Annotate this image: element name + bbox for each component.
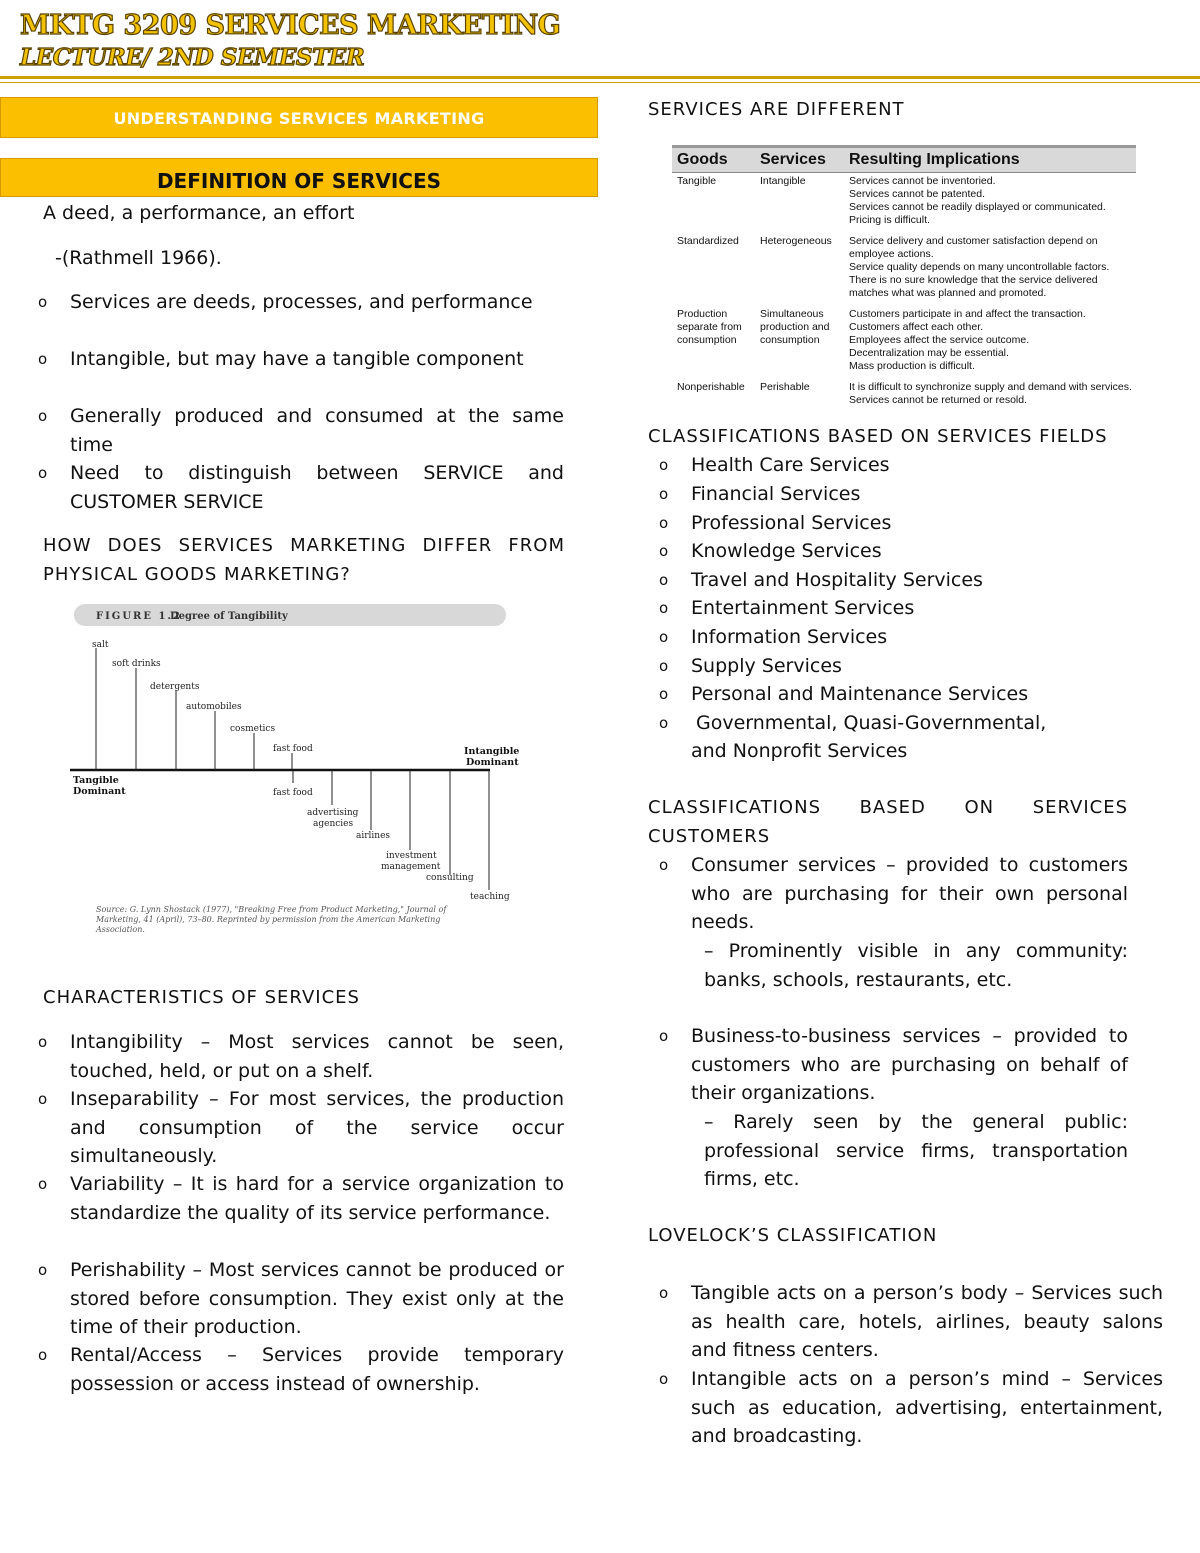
label-consulting: consulting	[426, 873, 474, 883]
label-intangible: Intangible	[464, 746, 520, 757]
bullet-icon: o	[659, 1284, 669, 1302]
bullet-icon: o	[38, 407, 48, 425]
list-item: o Travel and Hospitality Services	[691, 566, 983, 595]
table-cell-goods: Production separate from consumption	[677, 308, 742, 346]
list-item: o Consumer services – provided to customers who are purchasing for their own personal needs.	[691, 851, 1128, 937]
table-cell-implications: It is difficult to synchronize supply and demand with services. Services cannot be returned or resold.	[849, 381, 1132, 406]
bullet-icon: o	[659, 599, 669, 617]
table-cell-goods: Standardized	[677, 235, 739, 247]
table-row	[672, 381, 1136, 421]
table-row	[672, 235, 1136, 308]
label-tangible: Tangible	[73, 775, 119, 786]
label-salt: salt	[92, 640, 109, 650]
label-automobiles: automobiles	[186, 702, 242, 712]
label-intangible-dominant: Dominant	[466, 757, 519, 768]
label-fast-food-top: fast food	[273, 744, 313, 754]
table-cell-services: Intangible	[760, 175, 806, 187]
bullet-icon: o	[38, 464, 48, 482]
bullet-icon: o	[38, 1175, 48, 1193]
list-item: o Intangible acts on a person’s mind – Services such as education, advertising, entertainment, and broadcasting.	[691, 1365, 1163, 1451]
section-band-definition: DEFINITION OF SERVICES	[0, 158, 598, 197]
bullet-icon: o	[38, 1261, 48, 1279]
figure-source-3: Association.	[96, 925, 145, 934]
table-cell-implications: Service delivery and customer satisfaction depend on employee actions. Service quality depends on many uncontrollable factors. There is no sure knowledge that the service delivered matches what was planned and promoted.	[849, 235, 1110, 299]
list-item: o Variability – It is hard for a service organization to standardize the quality of its service performance.	[70, 1170, 564, 1227]
table-cell-implications: Customers participate in and affect the transaction. Customers affect each other. Employees affect the service outcome. Decentralization may be essential. Mass production is difficult.	[849, 308, 1086, 372]
section-heading-fields: CLASSIFICATIONS BASED ON SERVICES FIELDS	[648, 426, 1108, 447]
list-item: o Health Care Services	[691, 451, 890, 480]
label-airlines: airlines	[356, 831, 391, 841]
list-item: o Need to distinguish between SERVICE and CUSTOMER SERVICE	[70, 459, 564, 516]
figure-label: FIGURE 1.2	[96, 611, 182, 622]
header-rule-thin	[0, 82, 1200, 83]
definition-text: A deed, a performance, an effort	[43, 202, 355, 224]
table-cell-goods: Tangible	[677, 175, 717, 187]
bullet-icon: o	[659, 628, 669, 646]
list-item: o Perishability – Most services cannot be produced or stored before consumption. They exist only at the time of their production.	[70, 1256, 564, 1342]
figure-source-1: Source: G. Lynn Shostack (1977), "Breaking Free from Product Marketing," Journal of	[96, 905, 447, 914]
label-teaching: teaching	[470, 892, 510, 902]
bullet-icon: o	[659, 714, 669, 732]
tangibility-figure	[70, 600, 590, 945]
column-header-services: Services	[760, 151, 826, 168]
bullet-icon: o	[659, 514, 669, 532]
label-detergents: detergents	[150, 682, 200, 692]
goods-services-table	[672, 145, 1136, 421]
list-item: o Governmental, Quasi-Governmental,	[696, 709, 1046, 738]
list-subitem: – Rarely seen by the general public: professional service firms, transportation firms, etc.	[704, 1111, 1128, 1190]
bullet-icon: o	[659, 685, 669, 703]
label-soft-drinks: soft drinks	[112, 659, 161, 669]
figure-source-2: Marketing, 41 (April), 73–80. Reprinted by permission from the American Marketing	[96, 915, 441, 924]
label-management: management	[381, 862, 441, 872]
label-fast-food-bottom: fast food	[273, 788, 313, 798]
list-item: o Financial Services	[691, 480, 860, 509]
list-item: o Generally produced and consumed at the same time	[70, 402, 564, 459]
bullet-icon: o	[38, 1346, 48, 1364]
table-cell-implications: Services cannot be inventoried. Services cannot be patented. Services cannot be readily displayed or communicated. Pricing is difficult.	[849, 175, 1106, 226]
list-item: o Knowledge Services	[691, 537, 882, 566]
table-row	[672, 175, 1136, 235]
list-item: o Intangible, but may have a tangible component	[70, 345, 564, 374]
column-header-goods: Goods	[677, 151, 728, 168]
section-band-understanding: UNDERSTANDING SERVICES MARKETING	[0, 97, 598, 138]
list-item: o Tangible acts on a person’s body – Services such as health care, hotels, airlines, beauty salons and fitness centers.	[691, 1279, 1163, 1365]
section-heading-different: SERVICES ARE DIFFERENT	[648, 99, 905, 120]
course-title: MKTG 3209 SERVICES MARKETING	[20, 10, 561, 41]
list-item: o Entertainment Services	[691, 594, 914, 623]
label-tangible-dominant: Dominant	[73, 786, 126, 797]
term-title: LECTURE/ 2ND SEMESTER	[20, 44, 365, 71]
bullet-icon: o	[659, 1370, 669, 1388]
label-advertising: advertising	[307, 808, 359, 818]
section-heading-lovelock: LOVELOCK’S CLASSIFICATION	[648, 1225, 938, 1246]
list-item: o Personal and Maintenance Services	[691, 680, 1028, 709]
bullet-icon: o	[38, 293, 48, 311]
table-cell-goods: Nonperishable	[677, 381, 745, 393]
table-cell-services: Simultaneous production and consumption	[760, 308, 830, 346]
bullet-icon: o	[38, 1033, 48, 1051]
bullet-icon: o	[659, 856, 669, 874]
bullet-icon: o	[38, 1090, 48, 1108]
list-item: o Intangibility – Most services cannot be seen, touched, held, or put on a shelf.	[70, 1028, 564, 1085]
header-rule	[0, 76, 1200, 79]
list-item: o Services are deeds, processes, and performance	[70, 288, 564, 317]
list-item: o Professional Services	[691, 509, 891, 538]
bullet-icon: o	[659, 485, 669, 503]
bullet-icon: o	[659, 456, 669, 474]
bullet-icon: o	[659, 657, 669, 675]
column-header-implications: Resulting Implications	[849, 151, 1020, 168]
section-heading-differ: HOW DOES SERVICES MARKETING DIFFER FROM PHYSICAL GOODS MARKETING?	[43, 535, 565, 585]
table-header	[672, 145, 1136, 173]
list-item-continuation: and Nonprofit Services	[691, 740, 908, 762]
list-item: o Rental/Access – Services provide temporary possession or access instead of ownership.	[70, 1341, 564, 1398]
tangibility-chart	[70, 600, 590, 945]
label-cosmetics: cosmetics	[230, 724, 276, 734]
figure-title: Degree of Tangibility	[170, 611, 288, 622]
list-subitem: – Prominently visible in any community: banks, schools, restaurants, etc.	[704, 940, 1128, 991]
definition-citation: -(Rathmell 1966).	[55, 247, 222, 269]
table-cell-services: Heterogeneous	[760, 235, 832, 247]
table-cell-services: Perishable	[760, 381, 810, 393]
bullet-icon: o	[659, 542, 669, 560]
bullet-icon: o	[659, 1027, 669, 1045]
section-heading-customers: CLASSIFICATIONS BASED ON SERVICES CUSTOMERS	[648, 797, 1128, 847]
bullet-icon: o	[659, 571, 669, 589]
label-investment: investment	[386, 851, 437, 861]
list-item: o Inseparability – For most services, the production and consumption of the service occur simultaneously.	[70, 1085, 564, 1171]
list-item: o Business-to-business services – provided to customers who are purchasing on behalf of their organizations.	[691, 1022, 1128, 1108]
label-agencies: agencies	[313, 819, 354, 829]
section-heading-characteristics: CHARACTERISTICS OF SERVICES	[43, 987, 360, 1008]
list-item: o Information Services	[691, 623, 887, 652]
list-item: o Supply Services	[691, 652, 842, 681]
table-row	[672, 308, 1136, 381]
bullet-icon: o	[38, 350, 48, 368]
